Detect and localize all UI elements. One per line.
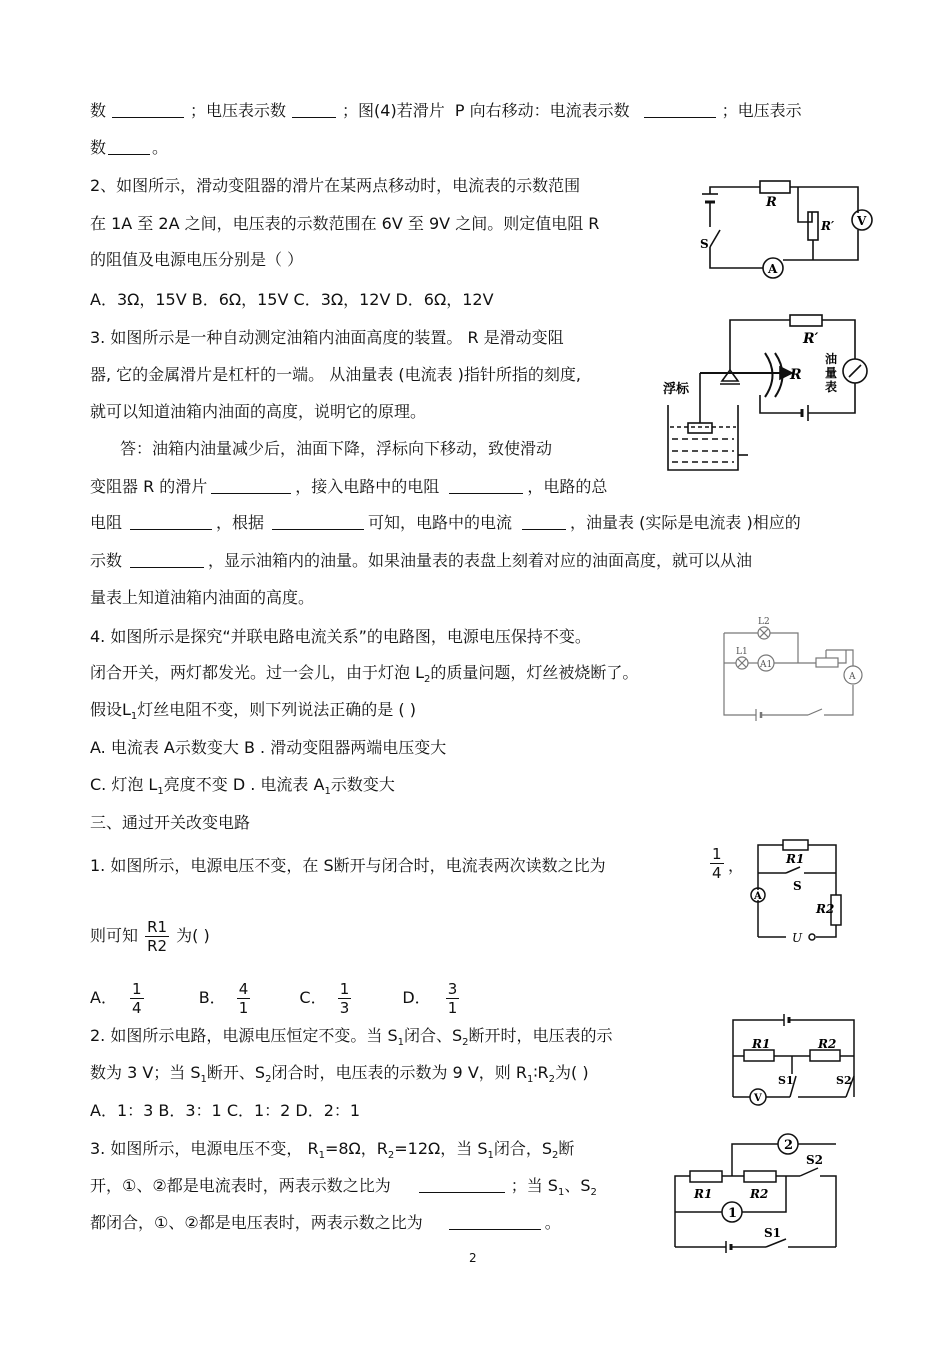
subscript: 2 — [424, 674, 431, 686]
section-3-title: 三、通过开关改变电路 — [90, 813, 251, 832]
subscript: 1 — [324, 786, 331, 798]
numerator: R1 — [147, 918, 168, 936]
text: 变阻器 R 的滑片 — [90, 477, 208, 496]
text: 2. 如图所示电路，电源电压恒定不变。当 S — [90, 1026, 398, 1045]
answer-blank[interactable] — [522, 513, 566, 530]
label-v: V — [857, 214, 867, 228]
label-gauge-1: 油 — [825, 352, 838, 366]
option-d-fraction — [446, 980, 460, 1017]
text: 亮度不变 D . 电流表 A — [163, 775, 325, 794]
text: 示数变大 — [330, 775, 395, 794]
subscript: 1 — [526, 1074, 534, 1086]
text: 可知，电路中的电流 — [368, 513, 513, 532]
subscript: 2 — [590, 1187, 597, 1199]
numerator: 1 — [132, 980, 142, 998]
text: ，电路的总 — [527, 477, 608, 496]
q-prev-line-1 — [90, 101, 802, 121]
label-r-prime: R′ — [803, 331, 819, 347]
label-s2: S2 — [806, 1153, 824, 1167]
answer-blank[interactable] — [449, 1213, 541, 1230]
q2-line-1: 2、如图所示，滑动变阻器的滑片在某两点移动时，电流表的示数范围 — [90, 176, 581, 195]
denominator: 3 — [339, 999, 350, 1017]
q3-answer-line-5: 量表上知道油箱内油面的高度。 — [90, 588, 315, 607]
q3-answer-line-2 — [90, 477, 607, 497]
q2-circuit-diagram — [700, 172, 880, 282]
numerator: 1 — [712, 845, 722, 863]
label-s1: S1 — [778, 1074, 794, 1087]
label-s1: S1 — [764, 1226, 782, 1240]
text: 示数 — [90, 551, 123, 570]
text: 开，①、②都是电流表时，两表示数之比为 — [90, 1176, 391, 1195]
denominator: 4 — [712, 864, 722, 882]
text: A. 电流表 A — [90, 738, 175, 757]
answer-blank[interactable] — [130, 551, 204, 568]
option-a-label: A． — [90, 988, 117, 1007]
answer-blank[interactable] — [292, 101, 336, 118]
answer-blank[interactable] — [112, 101, 184, 118]
q3-line-1: 3. 如图所示是一种自动测定油箱内油面高度的装置。 R 是滑动变阻 — [90, 328, 564, 347]
subscript: 1 — [487, 1150, 494, 1162]
text: ；电压表示 — [721, 101, 802, 120]
q3-oil-gauge-diagram — [660, 315, 875, 475]
q3-answer-line-4 — [90, 551, 752, 571]
label-meter-2: 2 — [784, 1138, 794, 1153]
s3-line-3 — [90, 1213, 561, 1233]
answer-blank[interactable] — [272, 513, 364, 530]
text: ，接入电路中的电阻 — [295, 477, 440, 496]
q4-option-a-b — [90, 738, 446, 758]
text: 向右移动：电流表示数 — [469, 101, 630, 120]
q4-option-c-d — [90, 775, 395, 802]
label-r2: R2 — [816, 902, 835, 916]
label-r: R — [766, 195, 777, 210]
answer-blank[interactable] — [644, 101, 716, 118]
subscript: 1 — [318, 1150, 325, 1162]
text: 假设L — [90, 700, 131, 719]
text: ∶R — [533, 1063, 549, 1082]
text: 数为 3 V；当 S — [90, 1063, 201, 1082]
subscript: 1 — [157, 786, 164, 798]
answer-blank[interactable] — [130, 513, 212, 530]
text: ，显示油箱内的油量。如果油量表的表盘上刻着对应的油面高度，就可以从油 — [208, 551, 753, 570]
text: ；图(4)若滑片 — [342, 101, 445, 120]
s2-circuit-diagram — [728, 1012, 858, 1107]
option-d-label: D． — [402, 988, 431, 1007]
s1-circuit-diagram — [748, 835, 858, 945]
text: 闭合时，电压表的示数为 9 V，则 R — [271, 1063, 527, 1082]
answer-blank[interactable] — [211, 477, 291, 494]
q3-line-3: 就可以知道油箱内油面的高度，说明它的原理。 — [90, 402, 427, 421]
r1-over-r2-fraction — [145, 918, 169, 955]
label-s: S — [793, 879, 802, 893]
label-a: A — [849, 672, 856, 682]
label-r: R — [790, 367, 802, 383]
text: =12Ω，当 S — [394, 1139, 488, 1158]
label-float: 浮标 — [663, 382, 690, 397]
text: 数 — [90, 101, 107, 120]
text: 则可知 — [90, 926, 139, 945]
s1-line-1: 1. 如图所示，电源电压不变，在 S断开与闭合时，电流表两次读数之比为 — [90, 856, 606, 875]
label-a1: A1 — [760, 660, 773, 670]
subscript: 2 — [462, 1037, 469, 1049]
numerator: 4 — [238, 980, 249, 998]
label-s2: S2 — [836, 1074, 852, 1087]
option-a-fraction — [130, 980, 144, 1017]
text: 。 — [152, 138, 169, 157]
label-l2: L2 — [758, 617, 770, 627]
denominator: R2 — [147, 937, 168, 955]
subscript: 2 — [387, 1150, 395, 1162]
text: 断开时，电压表的示 — [468, 1026, 613, 1045]
numerator: 3 — [447, 980, 458, 998]
label-gauge-2: 量 — [825, 366, 838, 380]
q4-parallel-circuit-diagram — [718, 615, 868, 720]
text: ，油量表 (实际是电流表 )相应的 — [570, 513, 801, 532]
answer-blank[interactable] — [108, 138, 150, 155]
text: 闭合，S — [493, 1139, 553, 1158]
option-c-fraction — [338, 980, 352, 1017]
s3-line-1 — [90, 1139, 574, 1166]
label-a: A — [768, 262, 778, 276]
text: 断 — [558, 1139, 575, 1158]
page-number: 2 — [469, 1251, 477, 1265]
text: 3. 如图所示，电源电压不变， R — [90, 1139, 319, 1158]
subscript: 1 — [130, 711, 138, 723]
label-r2: R2 — [818, 1037, 837, 1051]
denominator: 1 — [238, 999, 249, 1017]
q3-line-2: 器, 它的金属滑片是杠杆的一端。 从油量表 (电流表 )指针所指的刻度, — [90, 365, 582, 384]
text: 断开、S — [206, 1063, 266, 1082]
label-r1: R1 — [786, 852, 805, 866]
label-r1: R1 — [694, 1187, 713, 1201]
label-r-prime: R′ — [821, 219, 835, 233]
text: ，根据 — [216, 513, 265, 532]
denominator: 1 — [447, 999, 458, 1017]
q4-line-1: 4. 如图所示是探究“并联电路电流关系”的电路图，电源电压保持不变。 — [90, 627, 591, 646]
numerator: 1 — [339, 980, 350, 998]
subscript: 1 — [397, 1037, 404, 1049]
label-gauge-3: 表 — [825, 380, 838, 394]
text: ；当 S — [510, 1176, 558, 1195]
text: =8Ω，R — [324, 1139, 388, 1158]
text: C. 灯泡 L — [90, 775, 158, 794]
s1-options — [90, 980, 459, 1017]
text: 的质量问题，灯丝被烧断了。 — [430, 663, 639, 682]
subscript: 1 — [557, 1187, 565, 1199]
label-s: S — [700, 237, 709, 251]
s1-comma: ， — [728, 856, 745, 875]
label-v: V — [754, 1093, 762, 1104]
q2-line-3: 的阻值及电源电压分别是（ ） — [90, 250, 304, 269]
q2-options: A．3Ω，15V B．6Ω，15V C．3Ω，12V D．6Ω，12V — [90, 290, 494, 309]
text: 为( ) — [176, 926, 210, 945]
q2-line-2: 在 1A 至 2A 之间，电压表的示数范围在 6V 至 9V 之间。则定值电阻 R — [90, 214, 600, 233]
s2-options: A．1：3 B．3：1 C．1：2 D．2：1 — [90, 1101, 361, 1120]
text: ；电压表示数 — [190, 101, 287, 120]
q3-answer-line-1: 答：油箱内油量减少后，油面下降，浮标向下移动，致使滑动 — [120, 439, 553, 458]
text: 灯丝电阻不变，则下列说法正确的是 ( ) — [137, 700, 416, 719]
option-b-fraction — [237, 980, 251, 1017]
subscript: 2 — [552, 1150, 559, 1162]
label-r2: R2 — [750, 1187, 769, 1201]
answer-blank[interactable] — [419, 1176, 505, 1193]
text: 都闭合，①、②都是电压表时，两表示数之比为 — [90, 1213, 423, 1232]
text: 。 — [544, 1213, 561, 1232]
subscript: 2 — [265, 1074, 272, 1086]
s3-circuit-diagram — [670, 1132, 845, 1252]
option-b-label: B． — [198, 988, 226, 1007]
subscript: 2 — [548, 1074, 556, 1086]
label-meter-1: 1 — [728, 1206, 738, 1221]
q4-line-3 — [90, 700, 416, 727]
q4-line-2 — [90, 663, 638, 690]
text: 闭合开关，两灯都发光。过一会儿，由于灯泡 L — [90, 663, 425, 682]
subscript: 1 — [200, 1074, 207, 1086]
option-c-label: C． — [299, 988, 327, 1007]
text: 数 — [90, 138, 107, 157]
answer-blank[interactable] — [449, 477, 523, 494]
label-l1: L1 — [736, 647, 748, 657]
s3-line-2 — [90, 1176, 597, 1203]
s2-line-2 — [90, 1063, 589, 1090]
text: 示数变大 B . 滑动变阻器两端电压变大 — [174, 738, 447, 757]
text: 闭合、S — [403, 1026, 463, 1045]
s2-line-1 — [90, 1026, 613, 1053]
text: 为( ) — [555, 1063, 589, 1082]
text: 电阻 — [90, 513, 123, 532]
s1-line-2 — [90, 918, 210, 955]
text: P — [454, 101, 465, 120]
label-r1: R1 — [752, 1037, 771, 1051]
label-a: A — [754, 891, 762, 902]
s1-ratio-fraction — [710, 845, 724, 882]
label-u: U — [792, 931, 803, 945]
text: 、S — [564, 1176, 591, 1195]
q-prev-line-2 — [90, 138, 168, 158]
denominator: 4 — [132, 999, 142, 1017]
q3-answer-line-3 — [90, 513, 801, 533]
